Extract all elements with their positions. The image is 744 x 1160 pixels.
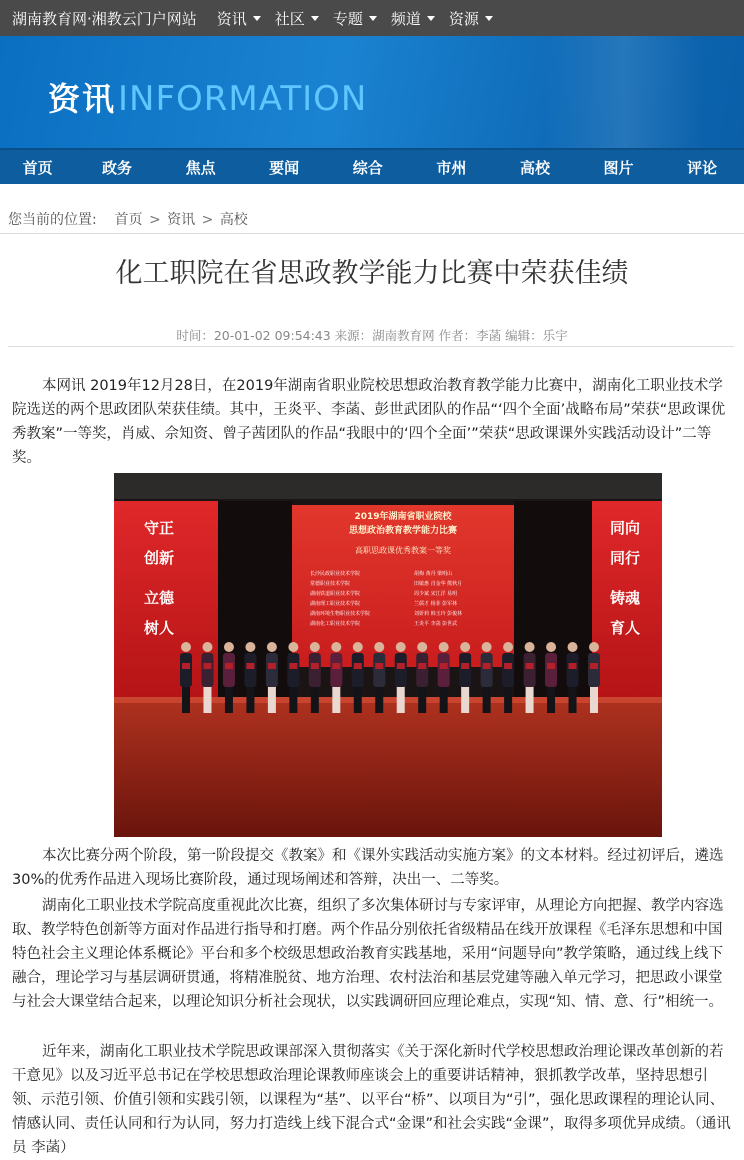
breadcrumb-prefix: 您当前的位置: — [8, 212, 97, 228]
winner-school: 常德职业技术学院 — [310, 581, 351, 587]
winner-names: 王炎平 李菡 彭世武 — [414, 621, 458, 627]
left-banner-text: 守正 — [144, 519, 175, 537]
screen-line-1: 2019年湖南省职业院校 — [354, 512, 452, 522]
top-bar — [0, 0, 744, 36]
winner-names: 兰儒才 杨菲 彭军林 — [414, 601, 458, 607]
article-meta: 时间：20-01-02 09:54:43 来源：湖南教育网 作者：李菡 编辑：乐宇 — [176, 328, 568, 343]
winner-school: 湖南化工职业技术学院 — [310, 621, 361, 627]
screen-line-3: 高职思政课优秀教案一等奖 — [355, 546, 451, 555]
banner-title-cn: 资讯 — [48, 80, 117, 118]
breadcrumb-universities[interactable]: 高校 — [219, 212, 248, 228]
winner-names: 刘妍莉 韩玉玲 彭俊林 — [414, 611, 463, 617]
chevron-down-icon — [427, 16, 435, 21]
breadcrumb-spacer — [101, 212, 110, 228]
chevron-down-icon — [311, 16, 319, 21]
winner-names: 周少斌 宋江洋 易明 — [414, 591, 458, 597]
breadcrumb-separator: > — [201, 212, 214, 228]
breadcrumb-separator: > — [148, 212, 161, 228]
banner-title-en: INFORMATION — [118, 79, 368, 119]
breadcrumb-bar — [0, 202, 744, 234]
topnav-resources[interactable]: 资源 — [449, 8, 493, 29]
breadcrumb-home[interactable]: 首页 — [114, 212, 143, 228]
breadcrumb-news[interactable]: 资讯 — [167, 212, 196, 228]
topnav-channels[interactable]: 频道 — [391, 8, 435, 29]
article-photo — [114, 473, 662, 837]
winner-school: 湖南理工职业技术学院 — [310, 601, 361, 607]
nav-item-focus[interactable]: 焦点 — [185, 158, 216, 177]
left-banner-text: 树人 — [144, 619, 175, 637]
stage-ceiling — [114, 473, 662, 499]
right-banner-text: 同行 — [610, 549, 641, 567]
chevron-down-icon — [369, 16, 377, 21]
nav-item-cities[interactable]: 市州 — [436, 158, 467, 177]
main-nav — [0, 148, 744, 184]
winner-school: 湖南环境生物职业技术学院 — [310, 611, 371, 617]
right-banner-text: 同向 — [610, 519, 641, 537]
article-paragraph: 本网讯 2019年12月28日，在2019年湖南省职业院校思想政治教育教学能力比赛中，湖南化工职业技术学院选送的两个思政团队荣获佳绩。其中，王炎平、李菡、彭世武团队的作品“‘四个全面’战略布局”荣获“思政课优秀教案”一等奖，肖威、佘知资、曾子茜团队的作品“我眼中的‘四个全面’”荣获“思政课课外实践活动设计”二等奖。 — [12, 378, 726, 466]
left-banner-text: 创新 — [144, 549, 175, 567]
banner-decoration — [544, 36, 704, 148]
article-paragraph: 近年来，湖南化工职业技术学院思政课部深入贯彻落实《关于深化新时代学校思想政治理论课改革创新的若干意见》以及习近平总书记在学校思想政治理论课教师座谈会上的重要讲话精神，狠抓教学改革，坚持思想引领、示范引领、价值引领和实践引领，以课程为“基”、以平台“桥”、以项目为“引”，强化思政课程的理论认同、情感认同、责任认同和行为认同，努力打造线上线下混合式“金课”和社会实践“金课”，取得多项优异成绩。（通讯员 李菡） — [12, 1044, 731, 1156]
chevron-down-icon — [485, 16, 493, 21]
site-name-link[interactable]: 湖南教育网·湘教云门户网站 — [12, 9, 197, 28]
award-ceremony-photo — [114, 473, 662, 837]
nav-item-pictures[interactable]: 图片 — [603, 158, 634, 177]
article-title: 化工职院在省思政教学能力比赛中荣获佳绩 — [115, 258, 629, 289]
article-paragraph: 湖南化工职业技术学院高度重视此次比赛，组织了多次集体研讨与专家评审，从理论方向把握、教学内容选取、教学特色创新等方面对作品进行指导和打磨。两个作品分别依托省级精品在线开放课程《毛泽东思想和中国特色社会主义理论体系概论》平台和多个校级思想政治教育实践基地，采用“问题导向”教学策略，通过线上线下融合，理论学习与基层调研贯通，将精准脱贫、地方治理、农村法治和基层党建等融入单元学习，把思政小课堂与社会大课堂结合起来，以理论知识分析社会现状，以实践调研回应理论难点，实现“知、情、意、行”相统一。 — [12, 898, 724, 1010]
meta-divider — [8, 346, 734, 347]
banner-title — [48, 74, 367, 120]
screen-line-2: 思想政治教育教学能力比赛 — [348, 526, 458, 536]
stage-floor — [114, 697, 662, 837]
right-banner-text: 铸魂 — [610, 589, 641, 607]
nav-item-general[interactable]: 综合 — [352, 158, 383, 177]
topnav-community[interactable]: 社区 — [275, 8, 319, 29]
topnav-topics[interactable]: 专题 — [333, 8, 377, 29]
winner-names: 胡梅 黄丹 梁明山 — [414, 571, 453, 577]
section-banner — [0, 36, 744, 148]
top-nav — [217, 8, 507, 29]
nav-item-home[interactable]: 首页 — [22, 158, 53, 177]
left-banner-text: 立德 — [144, 589, 175, 607]
breadcrumb — [8, 209, 248, 229]
nav-item-government[interactable]: 政务 — [101, 158, 132, 177]
right-banner-text: 育人 — [610, 619, 641, 637]
stage-edge — [114, 697, 662, 703]
winner-names: 田敏惠 肖金华 熊秋月 — [414, 581, 463, 587]
nav-item-universities[interactable]: 高校 — [519, 158, 550, 177]
chevron-down-icon — [253, 16, 261, 21]
article-paragraph: 本次比赛分两个阶段，第一阶段提交《教案》和《课外实践活动实施方案》的文本材料。经过初评后，遴选30%的优秀作品进入现场比赛阶段，通过现场阐述和答辩，决出一、二等奖。 — [12, 848, 724, 888]
nav-item-headlines[interactable]: 要闻 — [269, 158, 300, 177]
winner-school: 湖南铁道职业技术学院 — [310, 591, 361, 597]
topnav-news[interactable]: 资讯 — [217, 8, 261, 29]
winner-school: 长沙民政职业技术学院 — [310, 571, 361, 577]
nav-item-comments[interactable]: 评论 — [687, 158, 718, 177]
